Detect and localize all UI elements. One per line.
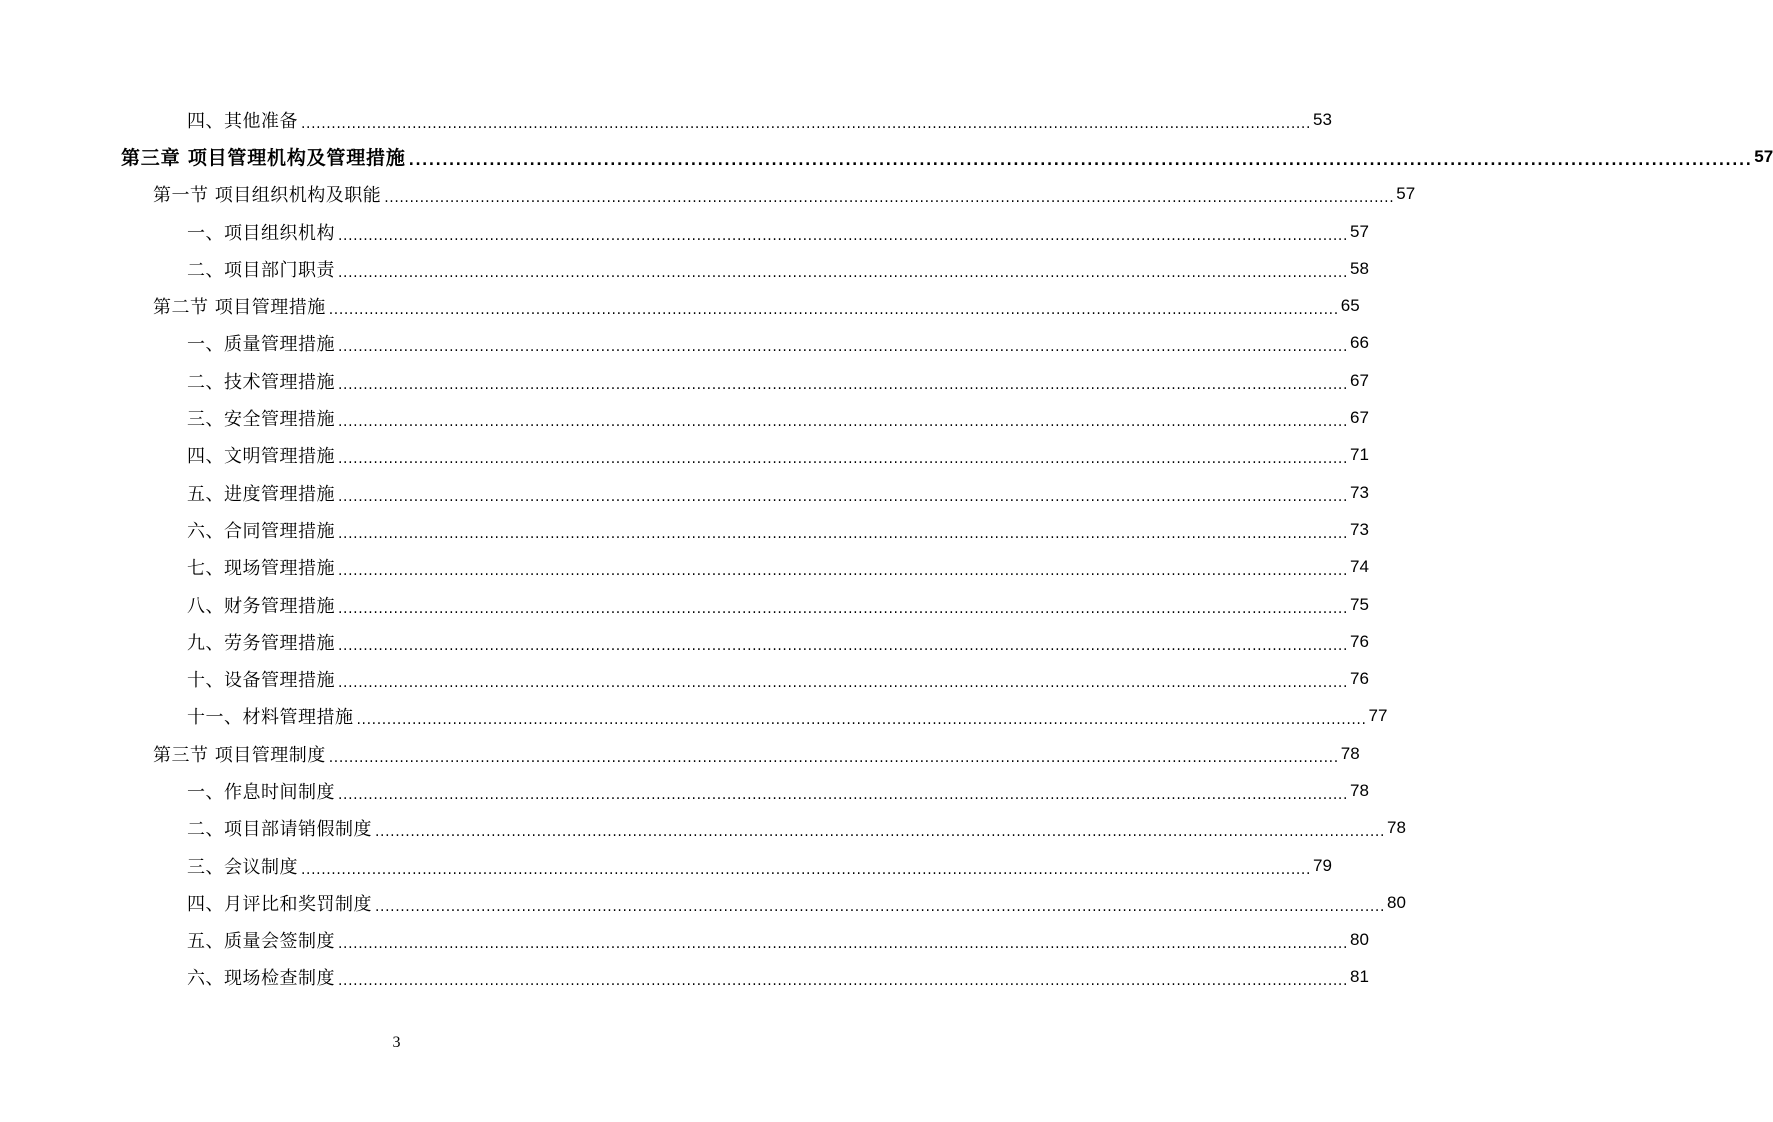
toc-entry-page: 57: [1754, 146, 1773, 166]
toc-entry-item[interactable]: [0, 474, 1369, 511]
toc-entry-label: 第一节 项目组织机构及职能: [153, 185, 382, 207]
toc-entry-label: 四、其他准备: [187, 110, 298, 132]
toc-entry-item[interactable]: [0, 511, 1369, 548]
toc-entry-page: 80: [1387, 892, 1406, 912]
toc-dot-leader: ........................................................................................................................................................................................................: [338, 786, 1349, 803]
table-of-contents: [0, 101, 1773, 996]
toc-entry-page: 76: [1350, 669, 1369, 689]
toc-dot-leader: ........................................................................................................................................................................................................: [384, 190, 1395, 207]
toc-entry-page: 58: [1350, 258, 1369, 278]
toc-entry-label: 四、月评比和奖罚制度: [187, 893, 372, 915]
toc-dot-leader: ........................................................................................................................................................................................................: [328, 302, 1339, 319]
toc-entry-label: 二、项目部门职责: [187, 259, 335, 281]
toc-dot-leader: ........................................................................................................................................................................................................: [338, 973, 1349, 990]
toc-entry-item[interactable]: [0, 810, 1406, 847]
toc-entry-item[interactable]: [0, 922, 1369, 959]
toc-entry-label: 四、文明管理措施: [187, 446, 335, 468]
toc-dot-leader: ........................................................................................................................................................................................................: [338, 637, 1349, 654]
toc-entry-page: 53: [1313, 109, 1332, 129]
toc-entry-section[interactable]: [0, 735, 1360, 772]
toc-entry-label: 一、项目组织机构: [187, 222, 335, 244]
toc-dot-leader: ........................................................................................................................................................................................................: [338, 936, 1349, 953]
toc-dot-leader: ........................................................................................................................................................................................................: [338, 376, 1349, 393]
toc-entry-item[interactable]: [0, 549, 1369, 586]
toc-entry-label: 第三节 项目管理制度: [153, 744, 326, 766]
toc-entry-label: 二、项目部请销假制度: [187, 819, 372, 841]
toc-entry-page: 65: [1340, 296, 1360, 316]
toc-entry-page: 73: [1350, 482, 1369, 502]
toc-dot-leader: ........................................................................................................................................................................................................: [338, 451, 1349, 468]
toc-entry-label: 十一、材料管理措施: [187, 707, 354, 729]
toc-entry-label: 十、设备管理措施: [187, 670, 335, 692]
toc-entry-label: 七、现场管理措施: [187, 558, 335, 580]
toc-entry-section[interactable]: [0, 176, 1416, 213]
toc-entry-item[interactable]: [0, 623, 1369, 660]
toc-entry-page: 71: [1350, 445, 1369, 465]
toc-entry-label: 三、会议制度: [187, 856, 298, 878]
toc-entry-page: 80: [1350, 930, 1369, 950]
toc-entry-label: 第三章 项目管理机构及管理措施: [121, 147, 406, 170]
toc-entry-label: 第二节 项目管理措施: [153, 297, 326, 319]
toc-entry-label: 六、合同管理措施: [187, 520, 335, 542]
toc-entry-page: 73: [1350, 519, 1369, 539]
toc-dot-leader: ........................................................................................................................................................................................................: [328, 749, 1339, 766]
toc-entry-page: 57: [1396, 184, 1416, 204]
toc-entry-chapter[interactable]: [0, 138, 1773, 175]
toc-entry-item[interactable]: [0, 660, 1369, 697]
toc-entry-page: 78: [1350, 780, 1369, 800]
toc-entry-item[interactable]: [0, 772, 1369, 809]
toc-entry-page: 67: [1350, 408, 1369, 428]
toc-entry-page: 57: [1350, 221, 1369, 241]
toc-entry-item[interactable]: [0, 586, 1369, 623]
toc-entry-page: 81: [1350, 967, 1369, 987]
toc-entry-label: 一、质量管理措施: [187, 334, 335, 356]
toc-entry-label: 五、进度管理措施: [187, 483, 335, 505]
toc-entry-page: 75: [1350, 594, 1369, 614]
toc-entry-item[interactable]: [0, 250, 1369, 287]
toc-dot-leader: ........................................................................................................................................................................................................: [408, 152, 1753, 169]
toc-entry-label: 三、安全管理措施: [187, 409, 335, 431]
toc-entry-label: 一、作息时间制度: [187, 781, 335, 803]
page-number: 3: [392, 1034, 401, 1051]
toc-dot-leader: ........................................................................................................................................................................................................: [338, 414, 1349, 431]
toc-dot-leader: ........................................................................................................................................................................................................: [375, 824, 1386, 841]
toc-entry-item[interactable]: [0, 101, 1332, 138]
toc-dot-leader: ........................................................................................................................................................................................................: [338, 264, 1349, 281]
toc-entry-page: 76: [1350, 631, 1369, 651]
toc-entry-label: 九、劳务管理措施: [187, 632, 335, 654]
toc-dot-leader: ........................................................................................................................................................................................................: [301, 861, 1312, 878]
toc-entry-item[interactable]: [0, 698, 1388, 735]
toc-entry-page: 67: [1350, 370, 1369, 390]
toc-dot-leader: ........................................................................................................................................................................................................: [338, 339, 1349, 356]
toc-entry-item[interactable]: [0, 884, 1406, 921]
toc-dot-leader: ........................................................................................................................................................................................................: [338, 600, 1349, 617]
toc-entry-item[interactable]: [0, 847, 1332, 884]
toc-entry-page: 77: [1368, 706, 1388, 726]
toc-entry-label: 二、技术管理措施: [187, 371, 335, 393]
toc-entry-page: 78: [1340, 743, 1360, 763]
toc-dot-leader: ........................................................................................................................................................................................................: [338, 563, 1349, 580]
toc-entry-item[interactable]: [0, 399, 1369, 436]
toc-dot-leader: ........................................................................................................................................................................................................: [356, 712, 1367, 729]
toc-dot-leader: ........................................................................................................................................................................................................: [338, 227, 1349, 244]
toc-entry-item[interactable]: [0, 213, 1369, 250]
toc-entry-page: 78: [1387, 818, 1406, 838]
toc-entry-item[interactable]: [0, 325, 1369, 362]
toc-entry-item[interactable]: [0, 959, 1369, 996]
toc-dot-leader: ........................................................................................................................................................................................................: [338, 675, 1349, 692]
toc-dot-leader: ........................................................................................................................................................................................................: [338, 488, 1349, 505]
toc-entry-label: 五、质量会签制度: [187, 931, 335, 953]
toc-entry-page: 79: [1313, 855, 1332, 875]
toc-entry-item[interactable]: [0, 437, 1369, 474]
toc-entry-page: 74: [1350, 557, 1369, 577]
toc-entry-section[interactable]: [0, 287, 1360, 324]
toc-dot-leader: ........................................................................................................................................................................................................: [338, 525, 1349, 542]
toc-entry-item[interactable]: [0, 362, 1369, 399]
toc-dot-leader: ........................................................................................................................................................................................................: [375, 898, 1386, 915]
toc-entry-page: 66: [1350, 333, 1369, 353]
toc-entry-label: 六、现场检查制度: [187, 968, 335, 990]
toc-dot-leader: ........................................................................................................................................................................................................: [301, 115, 1312, 132]
toc-entry-label: 八、财务管理措施: [187, 595, 335, 617]
